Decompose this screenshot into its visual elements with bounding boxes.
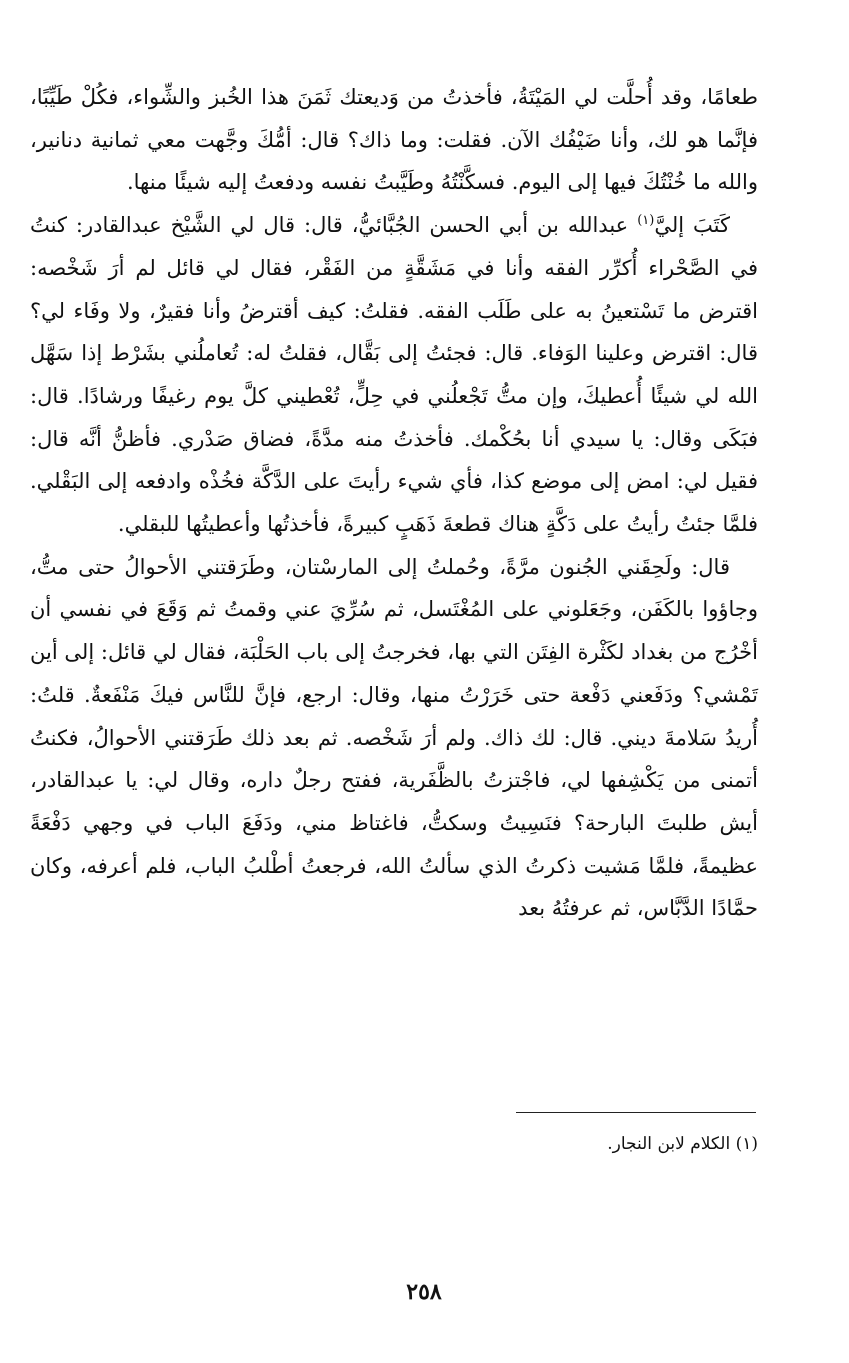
footnote-separator xyxy=(516,1112,756,1113)
paragraph-2-rest: عبدالله بن أبي الحسن الجُبَّائيُّ، قال: قال لي الشَّيْخ عبدالقادر: كنتُ في الصَّحْراء أُكرِّر الفقه وأنا في مَشَقَّةٍ من الفَقْر، فقال لي قائل لم أرَ شَخْصه: اقترض ما تَسْتعينُ به على طَلَب الفقه. فقلتُ: كيف أقترضُ وأنا فقيرٌ، ولا وفَاء لي؟ قال: اقترض وعلينا الوَفاء. قال: فجئتُ إلى بَقَّال، فقلتُ له: تُعاملُني بشَرْط إذا سَهَّل الله لي شيئًا أُعطيكَ، وإن متُّ تَجْعلُني في حِلٍّ، تُعْطيني كلَّ يوم رغيفًا ورشادًا. قال: فبَكَى وقال: يا سيدي أنا بحُكْمك. فأخذتُ منه مدَّةً، فضاق صَدْري. فأظنُّ أنَّه قال: فقيل لي: امض إلى موضع كذا، فأي شيء رأيتَ على الدَّكَّة فخُذْه وادفعه إلى البَقْلي. فلمَّا جئتُ رأيتُ على دَكَّةٍ هناك قطعةَ ذَهَبٍ كبيرةً، فأخذتُها وأعطيتُها للبقلي. xyxy=(30,213,758,537)
footnote-reference: (١) xyxy=(637,213,655,229)
paragraph-3: قال: ولَحِقَني الجُنون مرَّةً، وحُملتُ إلى المارسْتان، وطَرَقتني الأحوالُ حتى متُّ، وجاؤوا بالكَفَن، وجَعَلوني على المُغْتَسل، ثم سُرِّيَ عني وقمتُ ثم وَقَعَ في نفسي أن أخْرُج من بغداد لكَثْرة الفِتَن التي بها، فخرجتُ إلى باب الحَلْبَة، فقال لي قائل: إلى أين تَمْشي؟ ودَفَعني دَفْعة حتى خَرَرْتُ منها، وقال: ارجع، فإنَّ للنَّاس فيكَ مَنْفَعةٌ. قلتُ: أُريدُ سَلامةَ ديني. قال: لك ذاك. ولم أرَ شَخْصه. ثم بعد ذلك طَرَقتني الأحوالُ، فكنتُ أتمنى من يَكْشِفها لي، فاجْتزتُ بالظَّفَرية، ففتح رجلٌ داره، وقال لي: يا عبدالقادر، أيش طلبتَ البارحة؟ فنَسِيتُ وسكتُّ، فاغتاظ مني، ودَفَعَ الباب في وجهي دَفْعَةً عظيمةً، فلمَّا مَشيت ذكرتُ الذي سألتُ الله، فرجعتُ أطْلبُ الباب، فلم أعرفه، وكان حمَّادًا الدَّبَّاس، ثم عرفتُهُ بعد xyxy=(30,554,758,921)
page-number: ٢٥٨ xyxy=(406,1279,442,1305)
main-text xyxy=(30,76,758,930)
paragraph-2-start: كَتَبَ إليَّ xyxy=(654,213,730,238)
paragraph-2 xyxy=(30,204,758,546)
paragraph-1: طعامًا، وقد أُحلَّت لي المَيْتَةُ، فأخذتُ من وَديعتك ثَمَنَ هذا الخُبز والشِّواء، فكُلْ طَيِّبًا، فإنَّما هو لك، وأنا ضَيْفُك الآن. فقلت: وما ذاك؟ قال: أمُّكَ وجَّهت معي ثمانية دنانير، والله ما خُنْتُكَ فيها إلى اليوم. فسكَّنْتُهُ وطَيَّبتُ نفسه ودفعتُ إليه شيئًا منها. xyxy=(30,85,758,195)
footnote: (١) الكلام لابن النجار. xyxy=(607,1134,758,1154)
